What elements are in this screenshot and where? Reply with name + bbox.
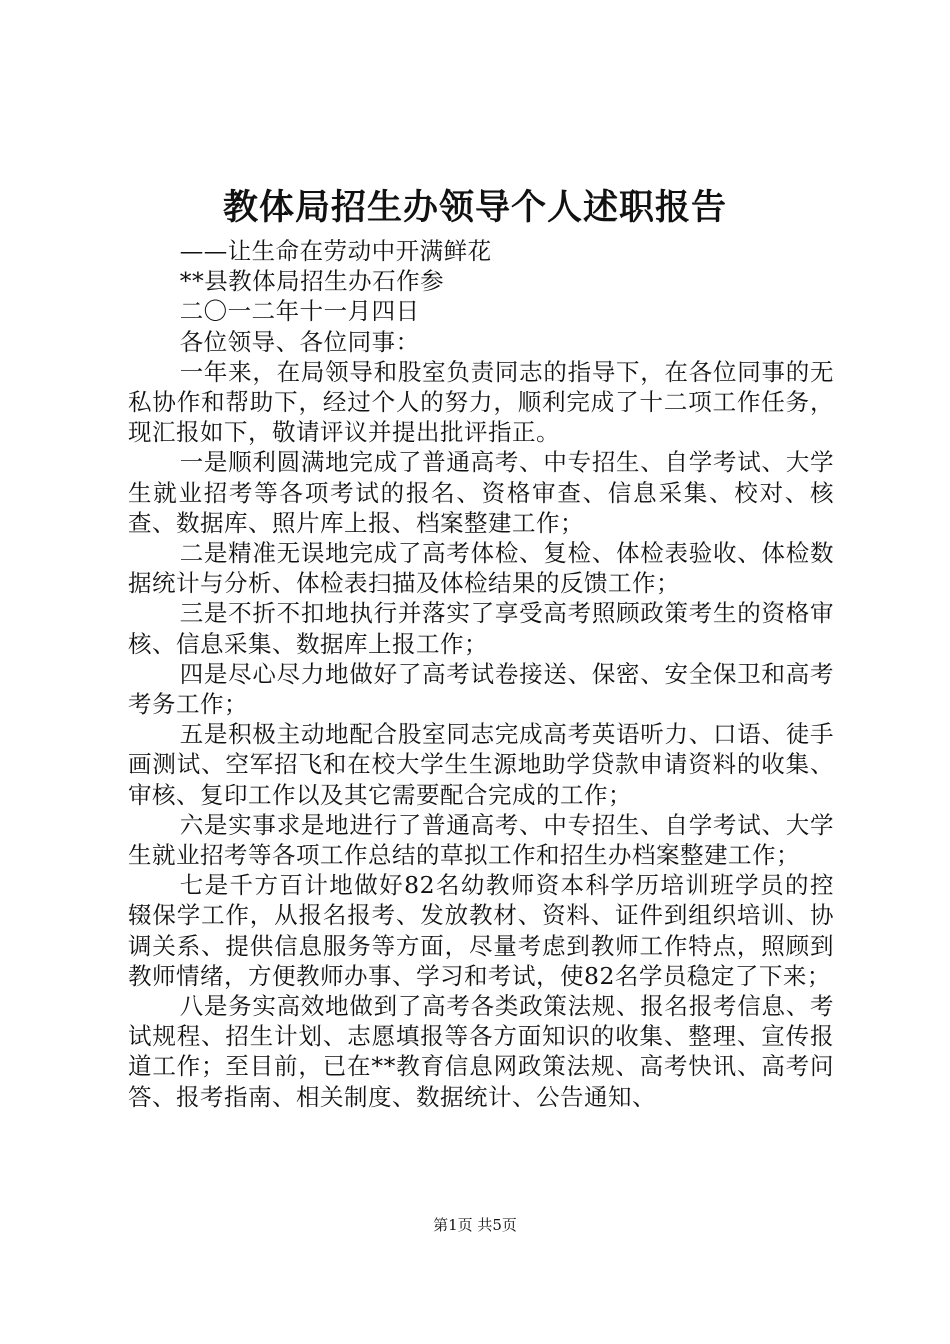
paragraph: 六是实事求是地进行了普通高考、中专招生、自学考试、大学生就业招考等各项工作总结的草拟工作和招生办档案整建工作；	[128, 810, 834, 870]
salutation: 各位领导、各位同事：	[179, 327, 420, 356]
document-title: 教体局招生办领导个人述职报告	[222, 187, 727, 228]
paragraph: 二是精准无误地完成了高考体检、复检、体检表验收、体检数据统计与分析、体检表扫描及体检结果的反馈工作；	[128, 539, 834, 598]
paragraph: 五是积极主动地配合股室同志完成高考英语听力、口语、徒手画测试、空军招飞和在校大学生生源地助学贷款申请资料的收集、审核、复印工作以及其它需要配合完成的工作；	[128, 720, 834, 809]
document-body	[128, 236, 834, 1112]
page-footer: 第1页 共5页	[433, 1216, 517, 1234]
subtitle-line: ——让生命在劳动中开满鲜花	[179, 237, 492, 265]
paragraph: 一是顺利圆满地完成了普通高考、中专招生、自学考试、大学生就业招考等各项考试的报名、资格审查、信息采集、校对、核查、数据库、照片库上报、档案整建工作；	[128, 448, 834, 537]
paragraph: 四是尽心尽力地做好了高考试卷接送、保密、安全保卫和高考考务工作；	[128, 659, 834, 719]
paragraph: 一年来，在局领导和股室负责同志的指导下，在各位同事的无私协作和帮助下，经过个人的努力，顺利完成了十二项工作任务，现汇报如下，敬请评议并提出批评指正。	[128, 357, 834, 447]
paragraph: 七是千方百计地做好82名幼教师资本科学历培训班学员的控辍保学工作，从报名报考、发放教材、资料、证件到组织培训、协调关系、提供信息服务等方面，尽量考虑到教师工作特点，照顾到教师情绪，方便教师办事、学习和考试，使82名学员稳定了下来；	[128, 871, 834, 990]
paragraph: 八是务实高效地做到了高考各类政策法规、报名报考信息、考试规程、招生计划、志愿填报等各方面知识的收集、整理、宣传报道工作；至目前，已在**教育信息网政策法规、高考快讯、高考问答、报考指南、相关制度、数据统计、公告通知、	[128, 992, 834, 1111]
paragraph: 三是不折不扣地执行并落实了享受高考照顾政策考生的资格审核、信息采集、数据库上报工作；	[128, 599, 834, 658]
date-line: 二〇一二年十一月四日	[179, 297, 420, 326]
author-line: **县教体局招生办石作参	[179, 267, 445, 296]
